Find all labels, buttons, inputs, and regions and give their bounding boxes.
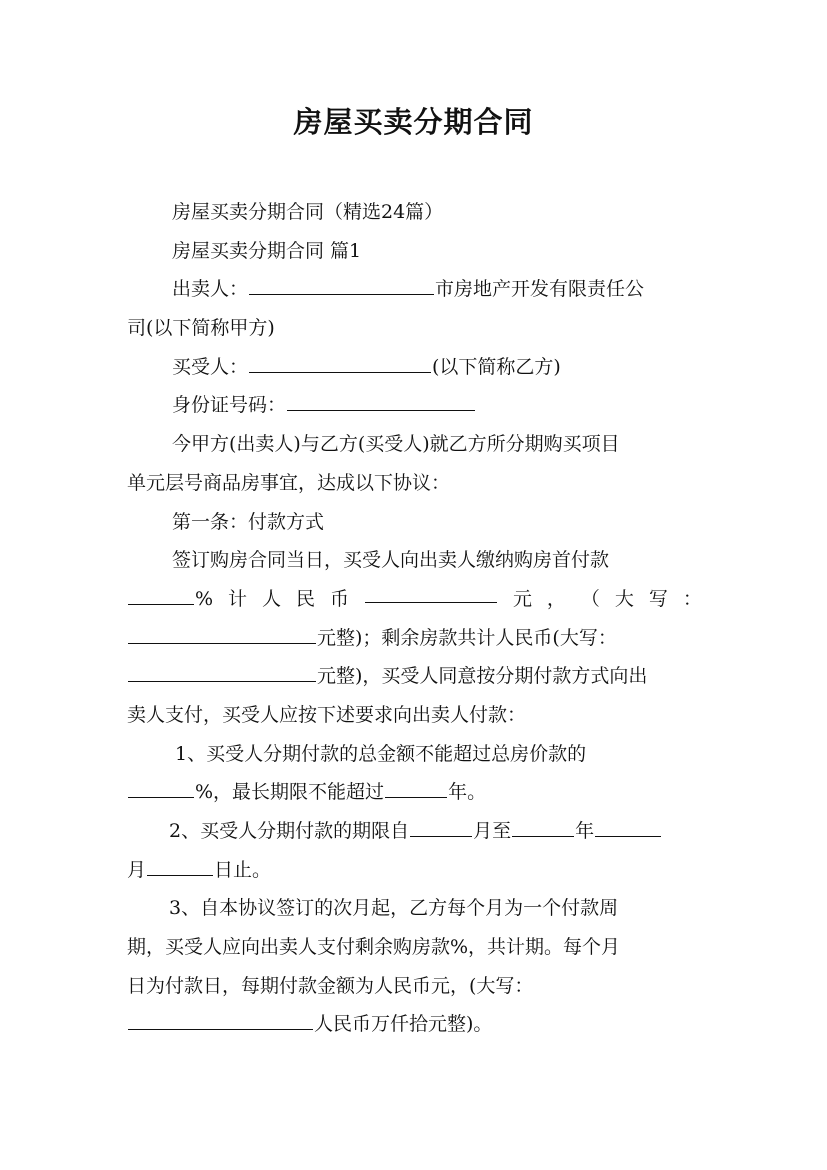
month-text: 月 — [127, 858, 147, 881]
seller-line-cont: 司(以下简称甲方) — [127, 317, 275, 340]
capital-amount-blank — [128, 621, 316, 644]
remaining-capital-blank — [128, 659, 316, 682]
clause-1-line: 1、买受人分期付款的总金额不能超过总房价款的 — [175, 742, 587, 765]
paragraph-line: 日为付款日，每期付款金额为人民币元，(大写： — [127, 974, 534, 997]
down-payment-percent — [127, 580, 213, 619]
max-term-text: %，最长期限不能超过 — [195, 781, 385, 804]
article-heading: 第一条：付款方式 — [172, 510, 325, 533]
id-number-label: 身份证号码： — [172, 394, 287, 417]
section-heading: 房屋买卖分期合同 篇1 — [172, 239, 362, 262]
text-char: 民 — [296, 587, 316, 610]
years-text: 年。 — [448, 781, 487, 804]
clause-3-line: 3、自本协议签订的次月起，乙方每个月为一个付款周 — [169, 897, 619, 920]
clause-2-text: 2、买受人分期付款的期限自 — [169, 820, 410, 842]
seller-line — [127, 270, 702, 309]
max-years-blank — [385, 775, 447, 798]
text-char: 币 — [329, 587, 349, 610]
text-char: 计 — [228, 587, 248, 610]
end-day-blank — [147, 853, 213, 876]
month-to-text: 月至 — [473, 820, 512, 842]
installment-capital-blank — [128, 1007, 313, 1030]
buyer-label: 买受人： — [172, 355, 249, 378]
seller-company-text: 市房地产开发有限责任公 — [435, 278, 645, 301]
down-payment-line — [127, 580, 702, 619]
capital-amount-line — [127, 619, 702, 658]
contract-subtitle: 房屋买卖分期合同（精选24篇） — [172, 201, 444, 223]
text-char: （ — [580, 587, 600, 610]
document-body — [127, 193, 702, 1044]
clause-2-line — [127, 812, 702, 851]
paragraph-line: 单元层号商品房事宜，达成以下协议： — [127, 471, 451, 494]
remaining-amount-text: 元整)；剩余房款共计人民币(大写： — [317, 626, 617, 649]
paragraph-line: 期，买受人应向出卖人支付剩余购房款%，共计期。每个月 — [127, 936, 621, 959]
end-year-blank — [512, 814, 574, 837]
text-char: 人 — [262, 587, 282, 610]
remaining-capital-line — [127, 657, 702, 696]
installment-capital-line — [127, 1005, 702, 1044]
seller-blank — [249, 272, 434, 295]
document-title: 房屋买卖分期合同 — [293, 105, 534, 139]
end-month-blank — [595, 814, 661, 837]
buyer-note: (以下简称乙方) — [432, 355, 561, 378]
percent-blank — [128, 582, 194, 605]
installment-capital-text: 人民币万仟拾元整)。 — [314, 1013, 493, 1036]
buyer-blank — [249, 350, 431, 373]
clause-1-cont-line — [127, 773, 702, 812]
text-char: 元 — [512, 587, 532, 610]
paragraph-line: 今甲方(出卖人)与乙方(买受人)就乙方所分期购买项目 — [172, 433, 620, 456]
text-char: ， — [546, 587, 566, 610]
seller-label: 出卖人： — [172, 278, 249, 301]
max-percent-blank — [128, 775, 194, 798]
percent-sign: % — [195, 587, 214, 610]
text-char: ： — [682, 587, 702, 610]
clause-2-cont-line — [127, 851, 702, 890]
amount-blank — [365, 580, 497, 603]
installment-text: 元整)，买受人同意按分期付款方式向出 — [317, 665, 648, 688]
day-end-text: 日止。 — [214, 858, 272, 881]
buyer-line — [127, 348, 702, 387]
id-number-line — [127, 386, 702, 425]
paragraph-line: 签订购房合同当日，买受人向出卖人缴纳购房首付款 — [172, 549, 610, 572]
text-char: 写 — [648, 587, 668, 610]
start-month-blank — [410, 814, 472, 837]
year-text: 年 — [575, 820, 595, 842]
id-number-blank — [287, 388, 475, 411]
paragraph-line: 卖人支付，买受人应按下述要求向出卖人付款： — [127, 703, 527, 726]
text-char: 大 — [614, 587, 634, 610]
